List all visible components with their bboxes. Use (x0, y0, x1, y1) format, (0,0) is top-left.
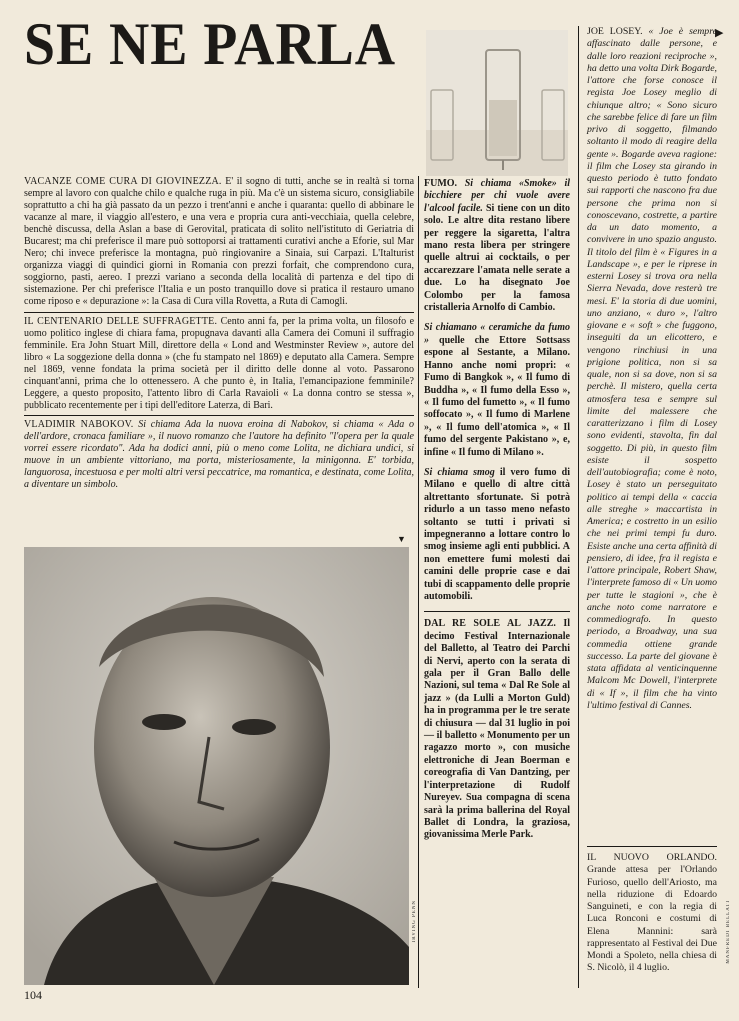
article-jazz (424, 618, 570, 841)
middle-column (424, 178, 570, 850)
article-lead: Si chiamano « ceramiche da fumo » (424, 322, 570, 346)
page-title: SE NE PARLA (24, 11, 396, 77)
article-body: Si tiene con un dito solo. Le altre dita restano libere per reggere la sigaretta, l'altra mano resta libera per stringere quelle altrui ai cocktails, o per accarezzare l'amata nelle serate a due. Lo ha disegnato Joe Colombo per la famosa cristalleria Arnolfo di Cambio. (424, 202, 571, 314)
article-body: Il decimo Festival Internazionale del Balletto, al Teatro dei Parchi di Nervi, aperto con la serata di gala per il Gran Ballo delle Nazioni, sul tema « Dal Re Sole al jazz » (da Lulli a Morton Guld) ha in programma per le tre serate di chiusura — dal 31 luglio in poi — il balletto « Monumento per un ragazzo morto », con musiche elettroniche di Jean Boerman e coreografia di Van Dantzing, per l'interpretazione di Rudolf Nureyev. Sua compagna di scena sarà la prima ballerina del Royal Ballet di Londra, la graziosa, giovanissima Merle Park. (424, 618, 570, 841)
divider (587, 846, 717, 847)
article-lead: Si chiama «Smoke» il bicchiere per chi vuole avere l'alcool facile. (424, 178, 571, 214)
photo-credit: IRVING PENN (412, 900, 417, 943)
article-body: Cento anni fa, per la prima volta, un filosofo e uomo politico inglese di chiara fama, propugnava davanti alla Camera dei Comuni il suffragio femminile. Era John Stuart Mill, direttore della « Lond and Westminster Review », autore del libro « La soggezione della donna » (che fu stampato nel 1869) e deputato alla Camera. Sempre nel 1869, venne fondata la prima società per il diritto delle donne al voto. Passarono cinquant'anni, prima che lo ottenessero. A che punto è, in Italia, l'emancipazione femminile? Leggere, a questo proposito, l'attento libro di Carla Ravaioli « La donna contro se stessa », pubblicato recentemente per i tipi dell'editore Laterza, di Bari. (24, 315, 415, 411)
article-losey (587, 26, 717, 712)
article-heading: IL CENTENARIO DELLE SUFFRAGETTE. (24, 315, 218, 327)
right-column (587, 26, 717, 712)
article-heading: IL NUOVO ORLANDO. (587, 852, 717, 863)
left-column (24, 176, 414, 494)
article-heading: JOE LOSEY. (587, 26, 643, 37)
article-heading: DAL RE SOLE AL JAZZ. (424, 618, 556, 630)
down-triangle-icon: ▼ (397, 534, 406, 544)
divider (424, 611, 570, 612)
article-heading: VACANZE COME CURA DI GIOVINEZZA. (24, 176, 222, 187)
article-nabokov (24, 419, 414, 491)
article-body: Grande attesa per l'Orlando Furioso, quello dell'Ariosto, ma nella riduzione di Edoardo Sanguineti, e con la regia di Luca Ronconi e costumi di Elena Mannini: sarà rappresentato al Festival dei Due Mondi a Spoleto, nella chiesa di S. Nicolò, il 4 luglio. (587, 864, 717, 974)
article-body: E' il sogno di tutti, anche se in realtà si torna sempre al lavoro con qualche chilo e qualche ruga in più. Ma c'è un sistema sicuro, consigliabile soprattutto a chi ha già passato da un pezzo i trent'anni e anche i quaranta: quello di abbinare le vacanze al mare, il viaggio all'estero, e una vera e propria cura anti-vecchiaia, quella celebre, benchè discussa, della Aslan a base di Gerovital, praticata di solito nell'istituto di Geriatria di Bucarest; ma chi preferisce il mare può sottoporsi ai trattamenti curativi anche a Eforie, sul Mar Nero; chi invece preferisce la montagna, può ringiovanire a Sinaia, sui Carpazi. L'Italturist organizza viaggi di quindici giorni in Romania con prezzi forfait, che comprendono cura, soggiorno, pasti, aereo. I prezzi variano a seconda della località di partenza e del tipo di sistemazione. Per chi preferisce l'Italia e un posto tranquillo dove si pratica il restauro umano come riposo e « depurazione »: la Casa di Cura villa Rovetta, a Ruta di Camogli. (24, 176, 415, 308)
divider (24, 312, 414, 313)
right-triangle-icon: ▶ (715, 27, 724, 39)
article-orlando (587, 852, 717, 975)
right-column-bottom (587, 852, 717, 975)
article-body: « Joe è sempre affascinato dalle persone, e dalle loro reazioni reciproche », ha detto una volta Dirk Bogarde, l'attore che forse conosce il regista Joe Losey meglio di chiunque altro; « Sono sicuro che sarebbe felice di fare un film privo di soggetto, filmando soltanto il modo di reagire della gente ». Bogarde aveva ragione: il film che Losey sta girando in questo periodo è tutto fondato sui rapporti che nascono fra due persone che prima non si conoscevano, costrette, a partire da un dato momento, a convivere in uno spazio angusto. Il titolo del film è « Figures in a Landscape », e per le riprese in esterni Losey si trova ora nella Sierra Nevada, dove resterà tre mesi. E' la storia di due uomini, uno anziano, « duro », l'altro giovane e « soft » che fuggono, inseguiti da un elicottero, e vengono rinchiusi in una prigione politica, non si sa quale, non si sa dove, non si sa perchè. Il mistero, quella certa atmosfera tesa e sempre sul limite del malessere che caratterizzano i film di Losey sono evidenti, stavolta, fin dal soggetto. Di più, in questo film esiste il sospetto dell'autobiografia; come è noto, Losey è stato un perseguitato politico ai tempi della « caccia alle streghe » maccartista in America; e costretto in un esilio che nei primi tempi fu duro. Esiste anche una certa affinità di pensiero, di idee, fra il regista e l'attore principale, Robert Shaw, l'interprete famoso di « Un uomo per tutte le stagioni », che è anche noto come narratore e commediografo. In questo periodo, a Broadway, una sua commedia ottiene grande successo. La parte del giovane è stata affidata al venticinquenne Malcom Mc Dowell, l'interprete di « If », il film che ha vinto l'ultimo festival di Cannes. (587, 26, 717, 711)
nabokov-portrait (24, 547, 409, 985)
page-number: 104 (24, 988, 42, 1002)
divider (24, 415, 414, 416)
glass-photo (426, 30, 568, 176)
column-divider (578, 26, 579, 988)
side-credit: MANFREDI BELLATI (726, 900, 731, 964)
article-fumo (424, 178, 570, 314)
article-heading: VLADIMIR NABOKOV. (24, 418, 134, 430)
column-divider (418, 176, 419, 988)
article-body: Si chiama Ada la nuova eroina di Nabokov, si chiama « Ada o dell'ardore, cronaca familiare », il nuovo romanzo che l'autore ha definito "l'opera per la quale vorrei essere ricordato". Ada ha dodici anni, più o meno come Lolita, ne dichiara undici, si muove in un ambiente vittoriano, ma porta, misteriosamente, la minigonna. E' torbida, languorosa, incestuosa e per molti altri versi peccatrice, ma romantica, e destinata, come Lolita, a diventare un simbolo. (24, 418, 415, 491)
article-suffragette (24, 316, 414, 412)
article-smog (424, 467, 570, 603)
article-body: quelle che Ettore Sottsass espone al Sestante, a Milano. Hanno anche nomi propri: « Fumo di Bangkok », « Il fumo di Buddha », « Il fumo della Esso », « Il fumo del fumetto », « Il fumo soffocato », « Il fumo di Marlene », « Il fumo dell'atomica », « Il fumo del sergente Pakistano », e, infine « Il fumo di Milano ». (424, 334, 571, 458)
article-lead: Si chiama smog (424, 466, 495, 478)
article-ceramiche (424, 322, 570, 458)
article-heading: FUMO. (424, 178, 458, 189)
article-vacanze (24, 176, 414, 309)
article-body: il vero fumo di Milano e quello di altre città altrettanto sfortunate. Si potrà ridurlo a un tasso meno nefasto soltanto se tutti i privati si impegneranno a lottare contro lo smog insieme agli enti pubblici. A non emettere fumi molesti dai camini delle proprie case e dai tubi di scappamento delle proprie automobili. (424, 466, 570, 602)
